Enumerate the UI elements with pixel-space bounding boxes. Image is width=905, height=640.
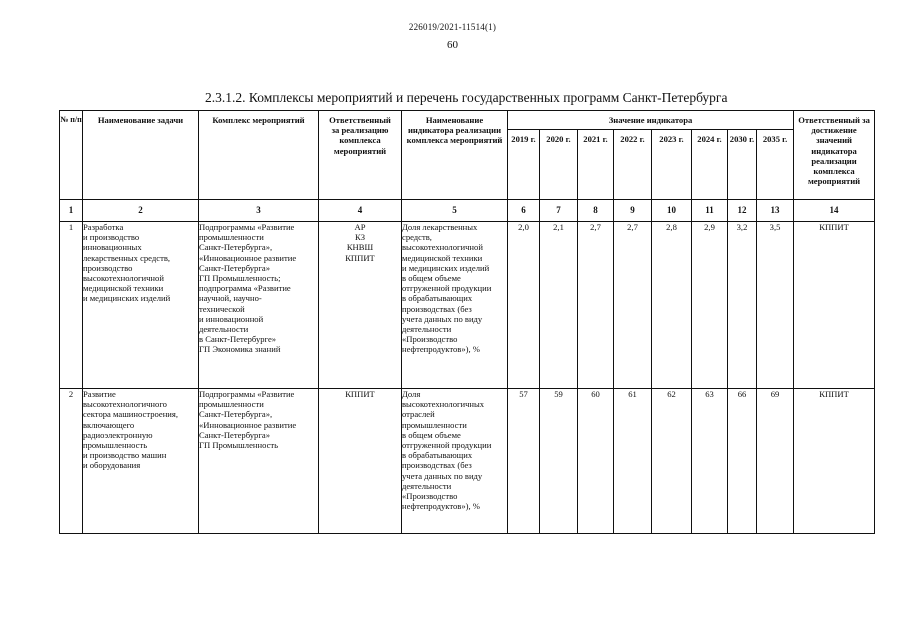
task-line: включающего <box>83 419 135 430</box>
indicator-line: отраслей <box>402 409 435 420</box>
year-header: 2035 г. <box>757 130 794 200</box>
indicator-line: средств, <box>402 232 432 243</box>
task-line: инновационных <box>83 242 142 253</box>
column-number: 13 <box>757 200 794 222</box>
indicator-line: в обрабатывающих <box>402 293 473 304</box>
task-line: лекарственных средств, <box>83 252 171 263</box>
task-line: медицинской техники <box>83 283 164 294</box>
task-line: высокотехнологичной <box>83 273 164 284</box>
responsible-indicator-cell: КППИТ <box>794 222 875 389</box>
indicator-line: отгруженной продукции <box>402 283 492 294</box>
indicator-line: Доля лекарственных <box>402 222 478 232</box>
responsible-line: КППИТ <box>345 252 375 263</box>
complex-line: Подпрограммы «Развитие <box>199 222 295 232</box>
task-line: и оборудования <box>83 460 141 471</box>
complex-line: Санкт-Петербурга», <box>199 242 273 253</box>
page-number: 60 <box>447 39 458 51</box>
complex-line: «Инновационное развитие <box>199 252 297 263</box>
indicator-line: учета данных по виду <box>402 470 483 481</box>
year-header: 2023 г. <box>652 130 692 200</box>
task-line: Разработка <box>83 222 124 232</box>
responsible-cell <box>319 222 402 389</box>
complex-line: деятельности <box>199 324 249 335</box>
value-cell: 69 <box>757 389 794 534</box>
year-header: 2030 г. <box>728 130 757 200</box>
header-responsible-indicator: Ответственный за достижение значений индикатора реализации комплекса мероприятий <box>794 111 875 200</box>
complex-line: промышленности <box>199 232 264 243</box>
document-id: 226019/2021-11514(1) <box>408 22 497 32</box>
complex-line: «Инновационное развитие <box>199 419 297 430</box>
value-cell: 59 <box>540 389 578 534</box>
task-line: и производство <box>83 232 140 243</box>
column-number: 9 <box>614 200 652 222</box>
column-number: 4 <box>319 200 402 222</box>
indicator-line: в общем объеме <box>402 429 461 440</box>
header-indicator: Наименование индикатора реализации комплекса мероприятий <box>402 111 508 200</box>
task-cell <box>83 389 199 534</box>
task-line: радиоэлектронную <box>83 429 153 440</box>
row-number: 2 <box>60 389 83 534</box>
responsible-line: КППИТ <box>345 389 375 399</box>
column-number: 6 <box>508 200 540 222</box>
value-cell: 61 <box>614 389 652 534</box>
complex-line: Санкт-Петербурга», <box>199 409 273 420</box>
complex-line: ГП Промышленность <box>199 440 279 451</box>
column-number: 7 <box>540 200 578 222</box>
value-cell: 2,7 <box>578 222 614 389</box>
responsible-line: КЗ <box>354 232 366 243</box>
value-cell: 2,7 <box>614 222 652 389</box>
value-cell: 3,5 <box>757 222 794 389</box>
table-row <box>60 222 875 389</box>
value-cell: 62 <box>652 389 692 534</box>
responsible-line: КНВШ <box>346 242 374 253</box>
indicator-line: деятельности <box>402 480 452 491</box>
indicator-line: «Производство <box>402 334 458 345</box>
complex-cell <box>199 222 319 389</box>
value-cell: 63 <box>692 389 728 534</box>
indicator-line: учета данных по виду <box>402 313 483 324</box>
indicator-line: Доля <box>402 389 421 399</box>
indicator-cell <box>402 389 508 534</box>
year-header: 2020 г. <box>540 130 578 200</box>
column-number: 12 <box>728 200 757 222</box>
header-indicator-value: Значение индикатора <box>508 111 794 130</box>
indicator-line: «Производство <box>402 491 458 502</box>
indicator-line: и медицинских изделий <box>402 262 490 273</box>
table-row <box>60 389 875 534</box>
complex-line: технической <box>199 303 245 314</box>
value-cell: 3,2 <box>728 222 757 389</box>
column-number: 8 <box>578 200 614 222</box>
column-number: 11 <box>692 200 728 222</box>
task-line: производство <box>83 262 133 273</box>
column-number: 1 <box>60 200 83 222</box>
value-cell: 2,9 <box>692 222 728 389</box>
indicator-line: нефтепродуктов»), % <box>402 501 480 512</box>
complex-line: Санкт-Петербурга» <box>199 429 270 440</box>
value-cell: 2,1 <box>540 222 578 389</box>
indicator-line: в обрабатывающих <box>402 450 473 461</box>
indicator-line: отгруженной продукции <box>402 440 492 451</box>
indicator-line: деятельности <box>402 324 452 335</box>
year-header: 2022 г. <box>614 130 652 200</box>
column-number: 5 <box>402 200 508 222</box>
indicator-line: высокотехнологичных <box>402 399 485 410</box>
task-line: промышленность <box>83 440 148 451</box>
header-task: Наименование задачи <box>83 111 199 200</box>
task-cell <box>83 222 199 389</box>
complex-line: и инновационной <box>199 313 264 324</box>
complex-line: подпрограмма «Развитие <box>199 283 291 294</box>
column-number: 10 <box>652 200 692 222</box>
section-title: 2.3.1.2. Комплексы мероприятий и перечень государственных программ Санкт-Петербурга <box>205 90 728 105</box>
header-complex: Комплекс мероприятий <box>199 111 319 200</box>
responsible-cell <box>319 389 402 534</box>
column-number: 3 <box>199 200 319 222</box>
value-cell: 2,8 <box>652 222 692 389</box>
complex-line: ГП Экономика знаний <box>199 344 281 355</box>
complex-line: Подпрограммы «Развитие <box>199 389 295 399</box>
responsible-line: АР <box>354 222 366 232</box>
indicator-line: высокотехнологичной <box>402 242 483 253</box>
indicator-line: производствах (без <box>402 460 472 471</box>
row-number: 1 <box>60 222 83 389</box>
column-number: 2 <box>83 200 199 222</box>
year-header: 2021 г. <box>578 130 614 200</box>
year-header: 2019 г. <box>508 130 540 200</box>
value-cell: 57 <box>508 389 540 534</box>
value-cell: 2,0 <box>508 222 540 389</box>
indicator-cell <box>402 222 508 389</box>
indicator-line: медицинской техники <box>402 252 483 263</box>
indicator-line: производствах (без <box>402 303 472 314</box>
column-number: 14 <box>794 200 875 222</box>
complex-line: научной, научно- <box>199 293 262 304</box>
indicator-line: нефтепродуктов»), % <box>402 344 480 355</box>
column-numbers-row <box>60 200 875 222</box>
complex-line: Санкт-Петербурга» <box>199 262 270 273</box>
task-line: сектора машиностроения, <box>83 409 179 420</box>
header-responsible: Ответственный за реализацию комплекса мероприятий <box>319 111 402 200</box>
complex-line: ГП Промышленность; <box>199 273 281 284</box>
header-num: № п/п <box>60 111 83 200</box>
complex-cell <box>199 389 319 534</box>
complex-line: промышленности <box>199 399 264 410</box>
indicator-line: промышленности <box>402 419 467 430</box>
complex-line: в Санкт-Петербурге» <box>199 334 277 345</box>
value-cell: 60 <box>578 389 614 534</box>
indicator-line: в общем объеме <box>402 273 461 284</box>
year-header: 2024 г. <box>692 130 728 200</box>
task-line: и производство машин <box>83 450 167 461</box>
value-cell: 66 <box>728 389 757 534</box>
responsible-indicator-cell: КППИТ <box>794 389 875 534</box>
task-line: высокотехнологичного <box>83 399 167 410</box>
programs-table <box>59 110 875 534</box>
task-line: Развитие <box>83 389 116 399</box>
task-line: и медицинских изделий <box>83 293 171 304</box>
